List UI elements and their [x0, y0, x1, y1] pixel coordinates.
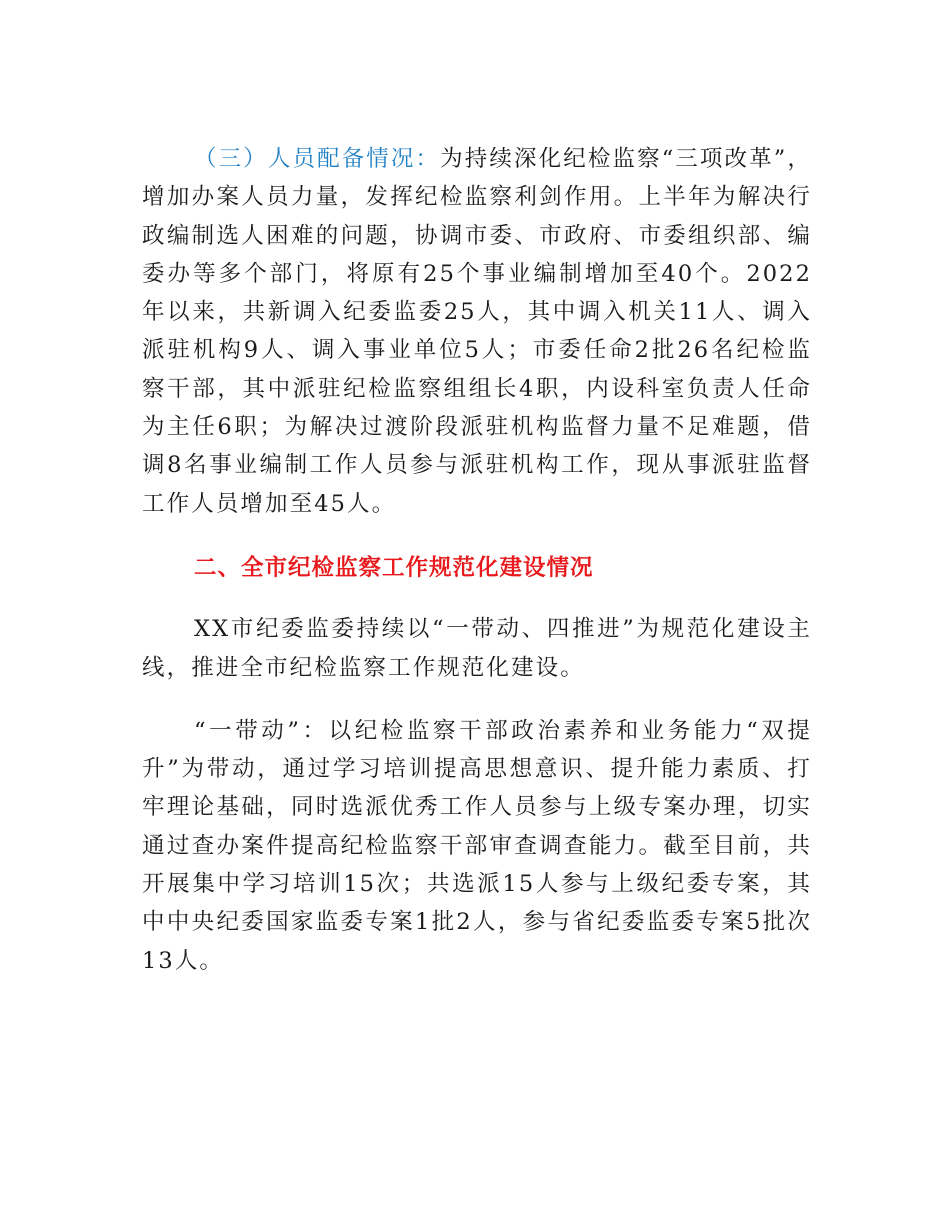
paragraph-yidaidong: “一带动”：以纪检监察干部政治素养和业务能力“双提升”为带动，通过学习培训提高思想意识、提升能力素质、打牢理论基础，同时选派优秀工作人员参与上级专案办理，切实通过查办案件提高纪检监察干部审查调查能力。截至目前，共开展集中学习培训15次；共选派15人参与上级纪委专案，其中中央纪委国家监委专案1批2人，参与省纪委监委专案5批次13人。 [142, 717, 812, 974]
paragraph-intro: XX市纪委监委持续以“一带动、四推进”为规范化建设主线，推进全市纪检监察工作规范化建设。 [142, 616, 812, 681]
paragraph-staffing-text: 为持续深化纪检监察“三项改革”，增加办案人员力量，发挥纪检监察利剑作用。上半年为解决行政编制选人困难的问题，协调市委、市政府、市委组织部、编委办等多个部门，将原有25个事业编制增加至40个。2022年以来，共新调入纪委监委25人，其中调入机关11人、调入派驻机构9人、调入事业单位5人；市委任命2批26名纪检监察干部，其中派驻纪检监察组组长4职，内设科室负责人任命为主任6职；为解决过渡阶段派驻机构监督力量不足难题，借调8名事业编制工作人员参与派驻机构工作，现从事派驻监督工作人员增加至45人。 [142, 146, 812, 517]
document-body [142, 140, 812, 980]
paragraph-staffing [142, 140, 812, 523]
section-heading-2: 二、全市纪检监察工作规范化建设情况 [194, 554, 594, 581]
section-label-staffing: （三）人员配备情况： [194, 146, 441, 172]
